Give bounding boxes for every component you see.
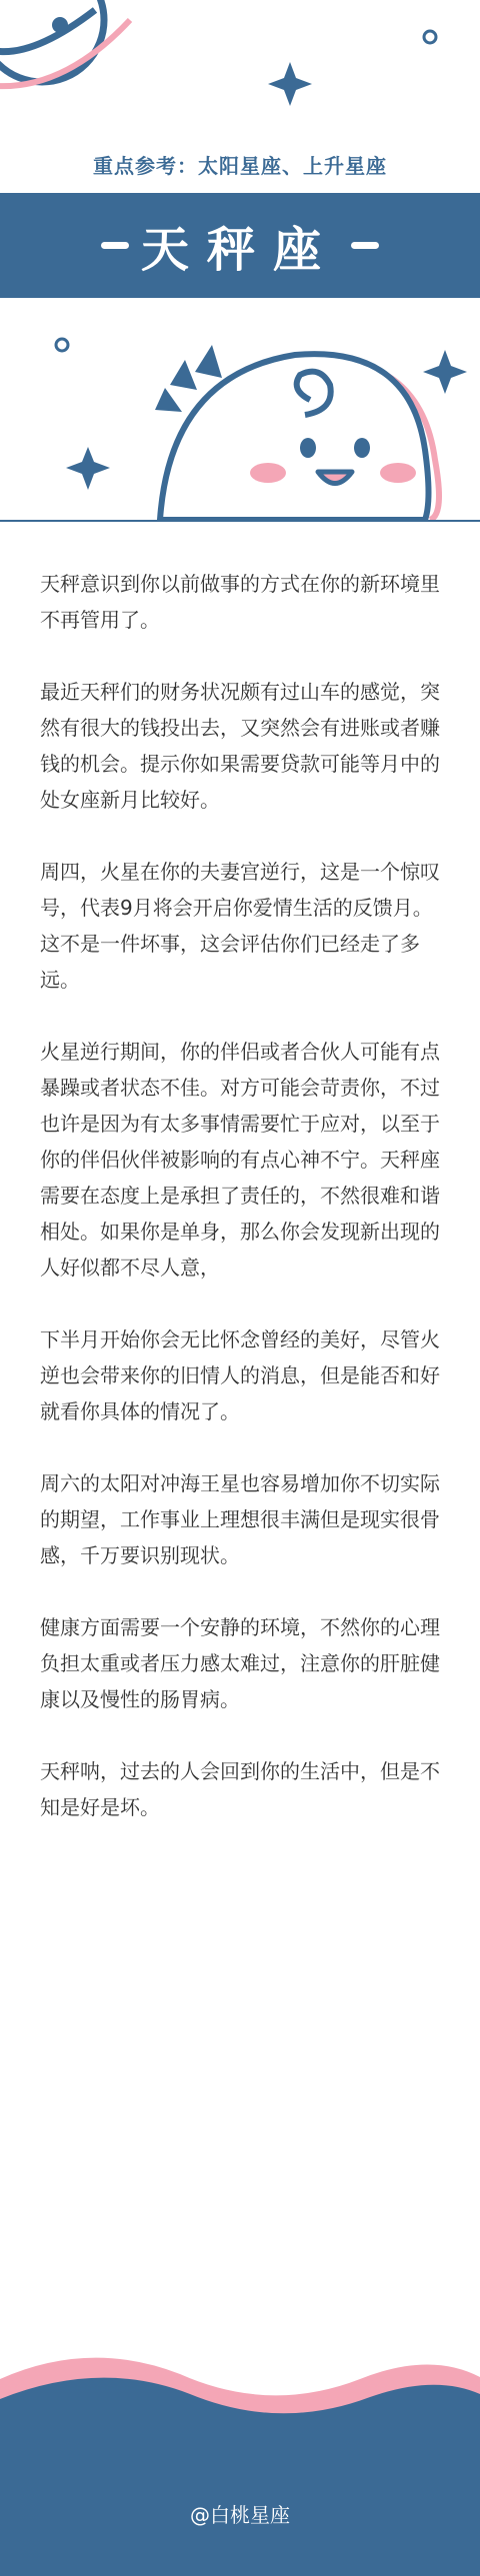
illustration (0, 300, 480, 520)
cloud-character-icon (155, 345, 439, 520)
paragraph: 下半月开始你会无比怀念曾经的美好，尽管火逆也会带来你的旧情人的消息，但是能否和好就看你具体的情况了。 (40, 1327, 440, 1423)
paragraph: 周四，火星在你的夫妻宫逆行，这是一个惊叹号，代表9月将会开启你爱情生活的反馈月。这不是一件坏事，这会评估你们已经走了多远。 (40, 860, 440, 992)
reference-line: 重点参考：太阳星座、上升星座 (93, 154, 387, 178)
title-right-bar (351, 242, 379, 249)
paragraph: 健康方面需要一个安静的环境，不然你的心理负担太重或者压力感太难过，注意你的肝脏健康以及慢性的肠胃病。 (40, 1615, 440, 1711)
title-band (0, 193, 480, 298)
footer-credit: @白桃星座 (190, 2503, 290, 2527)
planet-icon (0, 0, 130, 86)
paragraph: 最近天秤们的财务状况颇有过山车的感觉，突然有很大的钱投出去，又突然会有进账或者赚钱的机会。提示你如果需要贷款可能等月中的处女座新月比较好。 (40, 680, 440, 812)
title-left-bar (101, 242, 129, 249)
header-decoration (0, 0, 480, 140)
sparkle-star-icon (268, 62, 312, 106)
paragraph: 天秤意识到你以前做事的方式在你的新环境里不再管用了。 (40, 572, 440, 632)
paragraph: 周六的太阳对冲海王星也容易增加你不切实际的期望，工作事业上理想很丰满但是现实很骨感，千万要识别现状。 (40, 1471, 440, 1567)
paragraph: 火星逆行期间，你的伴侣或者合伙人可能有点暴躁或者状态不佳。对方可能会苛责你，不过也许是因为有太多事情需要忙于应对，以至于你的伴侣伙伴被影响的有点心神不宁。天秤座需要在态度上是承担了责任的，不然很难和谐相处。如果你是单身，那么你会发现新出现的人好似都不尽人意， (40, 1040, 440, 1280)
illustration-divider (0, 520, 480, 522)
page-title: 天秤座 (140, 222, 339, 278)
article-body (40, 566, 440, 1861)
small-dot-icon (56, 339, 68, 351)
paragraph: 天秤呐，过去的人会回到你的生活中，但是不知是好是坏。 (40, 1759, 440, 1819)
footer-wave (0, 2339, 480, 2576)
small-dot-icon (424, 31, 436, 43)
